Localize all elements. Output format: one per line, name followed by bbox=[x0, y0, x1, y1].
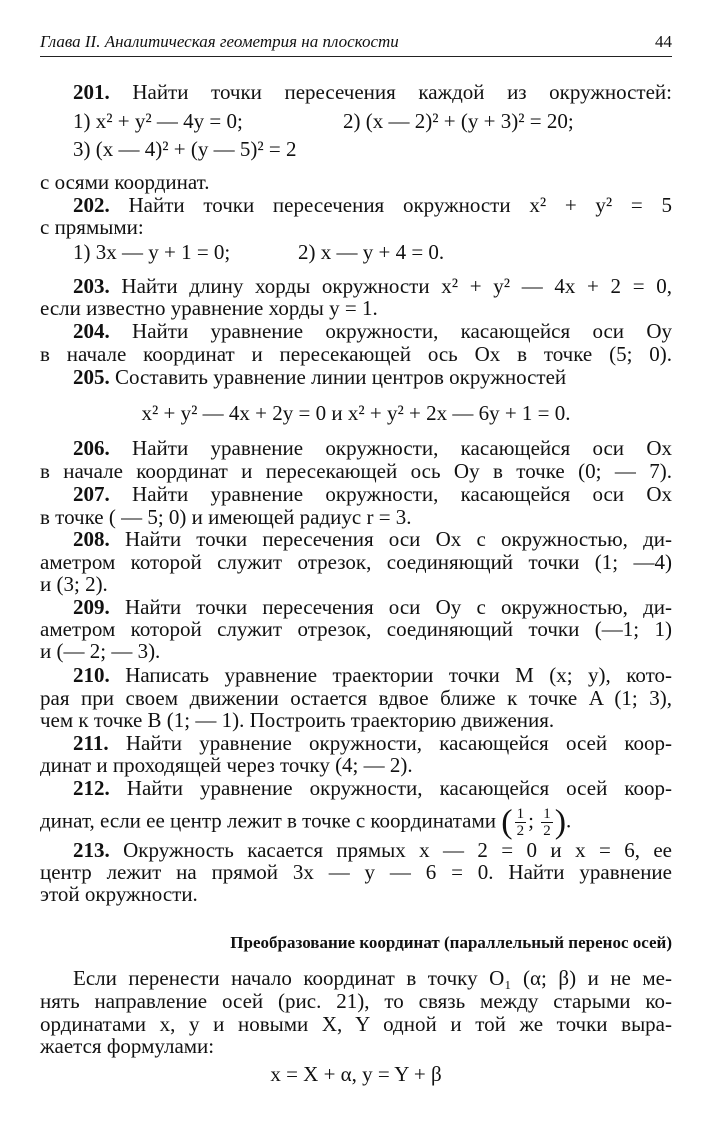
paragraph-line-3: ординатами x, y и новыми X, Y одной и той же точки выра- bbox=[40, 1012, 672, 1036]
text-line: динат и проходящей через точку (4; — 2). bbox=[40, 753, 413, 777]
problem-208-line-1 bbox=[40, 527, 672, 551]
problem-number: 211. bbox=[73, 731, 109, 755]
problem-number: 202. bbox=[73, 193, 110, 217]
problem-202-line-3 bbox=[40, 240, 672, 264]
problem-209-line-2 bbox=[40, 617, 672, 641]
problem-211-line-2 bbox=[40, 753, 672, 777]
chapter-title: Глава II. Аналитическая геометрия на плоскости bbox=[40, 32, 399, 51]
problem-201-line-2 bbox=[40, 109, 672, 133]
problem-number: 203. bbox=[73, 274, 110, 298]
text-line: Найти уравнение окружности, касающейся оси Ox bbox=[109, 436, 672, 460]
text-line: Написать уравнение траектории точки M (x; y), кото- bbox=[109, 663, 672, 687]
text-line: в начале координат и пересекающей ось Ox в точке (5; 0). bbox=[40, 342, 672, 366]
text-line: Найти уравнение окружности, касающейся оси Oy bbox=[109, 319, 672, 343]
text-line: и (3; 2). bbox=[40, 572, 108, 596]
problem-208-line-3 bbox=[40, 572, 672, 596]
problem-205-line-1 bbox=[40, 365, 672, 389]
problem-212-line-2: динат, если ее центр лежит в точке с координатами ( $\frac{1}{2}$ ; $\frac{1}{2}$ ). bbox=[40, 803, 572, 841]
problem-207-line-2 bbox=[40, 505, 672, 529]
problem-213-line-1 bbox=[40, 838, 672, 862]
text-line: динат, если ее центр лежит в точке с координатами bbox=[40, 808, 497, 833]
text-line: в начале координат и пересекающей ось Oy в точке (0; — 7). bbox=[40, 459, 672, 483]
equation: 2) x — y + 4 = 0. bbox=[298, 240, 445, 264]
equation: 1) x² + y² — 4y = 0; bbox=[73, 109, 243, 133]
fraction: $\frac{1}{2}$ bbox=[543, 806, 551, 839]
problem-number: 205. bbox=[73, 365, 110, 389]
paragraph-line-2: нять направление осей (рис. 21), то связь между старыми ко- bbox=[40, 989, 672, 1013]
problem-213-line-3 bbox=[40, 882, 672, 906]
paragraph-line-4: жается формулами: bbox=[40, 1034, 215, 1058]
equation: 1) 3x — y + 1 = 0; bbox=[73, 240, 231, 264]
text-line: Найти точки пересечения каждой из окружностей: bbox=[109, 80, 672, 104]
problem-206-line-1 bbox=[40, 436, 672, 460]
text-line: Найти уравнение окружности, касающейся оси Ox bbox=[109, 482, 672, 506]
fraction: $\frac{1}{2}$ bbox=[516, 806, 525, 839]
problem-number: 208. bbox=[73, 527, 110, 551]
equation: 3) (x — 4)² + (y — 5)² = 2 bbox=[73, 137, 297, 161]
text-line: Найти точки пересечения окружности x² + y² = 5 bbox=[109, 193, 672, 217]
problem-number: 206. bbox=[73, 436, 110, 460]
problem-205-formula bbox=[40, 401, 672, 425]
paragraph-line-1: Если перенести начало координат в точку O₁ (α; β) и не ме- bbox=[73, 966, 672, 990]
text-line: с прямыми: bbox=[40, 215, 144, 239]
problem-204-line-2 bbox=[40, 342, 672, 366]
text-line: в точке ( — 5; 0) и имеющей радиус r = 3. bbox=[40, 505, 412, 529]
text-line: Найти точки пересечения оси Oy с окружностью, ди- bbox=[109, 595, 672, 619]
problem-203-line-2 bbox=[40, 296, 672, 320]
problem-number: 201. bbox=[73, 80, 110, 104]
section-title: Преобразование координат (параллельный перенос осей) bbox=[230, 933, 672, 952]
problem-number: 209. bbox=[73, 595, 110, 619]
problem-202-line-1 bbox=[40, 193, 672, 217]
problem-209-line-3 bbox=[40, 639, 672, 663]
problem-210-line-1 bbox=[40, 663, 672, 687]
text-line: Окружность касается прямых x — 2 = 0 и x = 6, ее bbox=[109, 838, 672, 862]
problem-213-line-2 bbox=[40, 860, 672, 884]
problem-number: 210. bbox=[73, 663, 110, 687]
text-line: и (— 2; — 3). bbox=[40, 639, 161, 663]
problem-number: 204. bbox=[73, 319, 110, 343]
problem-212-line-1 bbox=[40, 776, 672, 800]
problem-204-line-1 bbox=[40, 319, 672, 343]
problem-202-line-2 bbox=[40, 215, 672, 239]
problem-201-line-4 bbox=[40, 170, 672, 194]
text-line: аметром которой служит отрезок, соединяющий точки (1; —4) bbox=[40, 550, 672, 574]
text-line: аметром которой служит отрезок, соединяющий точки (—1; 1) bbox=[40, 617, 672, 641]
running-header bbox=[40, 30, 672, 57]
problem-number: 212. bbox=[73, 776, 110, 800]
problem-209-line-1 bbox=[40, 595, 672, 619]
text-line: Найти уравнение окружности, касающейся осей коор- bbox=[109, 776, 672, 800]
transform-formula: x = X + α, y = Y + β bbox=[270, 1062, 442, 1086]
text-line: рая при своем движении остается вдвое ближе к точке A (1; 3), bbox=[40, 686, 672, 710]
page-number: 44 bbox=[655, 32, 672, 51]
text-line: Найти уравнение окружности, касающейся осей коор- bbox=[108, 731, 672, 755]
problem-203-line-1 bbox=[40, 274, 672, 298]
problem-207-line-1 bbox=[40, 482, 672, 506]
equation: x² + y² — 4x + 2y = 0 и x² + y² + 2x — 6y + 1 = 0. bbox=[141, 401, 571, 425]
problem-201-line-1 bbox=[40, 80, 672, 104]
problem-211-line-1 bbox=[40, 731, 672, 755]
problem-210-line-2 bbox=[40, 686, 672, 710]
equation: 2) (x — 2)² + (y + 3)² = 20; bbox=[343, 109, 574, 133]
problem-210-line-3 bbox=[40, 708, 672, 732]
text-line: с осями координат. bbox=[40, 170, 210, 194]
text-line: Найти точки пересечения оси Ox с окружностью, ди- bbox=[109, 527, 672, 551]
problem-201-line-3 bbox=[40, 137, 672, 161]
problem-208-line-2 bbox=[40, 550, 672, 574]
text-line: этой окружности. bbox=[40, 882, 198, 906]
problem-number: 207. bbox=[73, 482, 110, 506]
text-line: если известно уравнение хорды y = 1. bbox=[40, 296, 378, 320]
problem-number: 213. bbox=[73, 838, 110, 862]
text-line: центр лежит на прямой 3x — y — 6 = 0. Найти уравнение bbox=[40, 860, 672, 884]
text-line: Составить уравнение линии центров окружностей bbox=[109, 365, 567, 389]
text-line: Найти длину хорды окружности x² + y² — 4x + 2 = 0, bbox=[109, 274, 672, 298]
problem-206-line-2 bbox=[40, 459, 672, 483]
text-line: чем к точке B (1; — 1). Построить траекторию движения. bbox=[40, 708, 555, 732]
